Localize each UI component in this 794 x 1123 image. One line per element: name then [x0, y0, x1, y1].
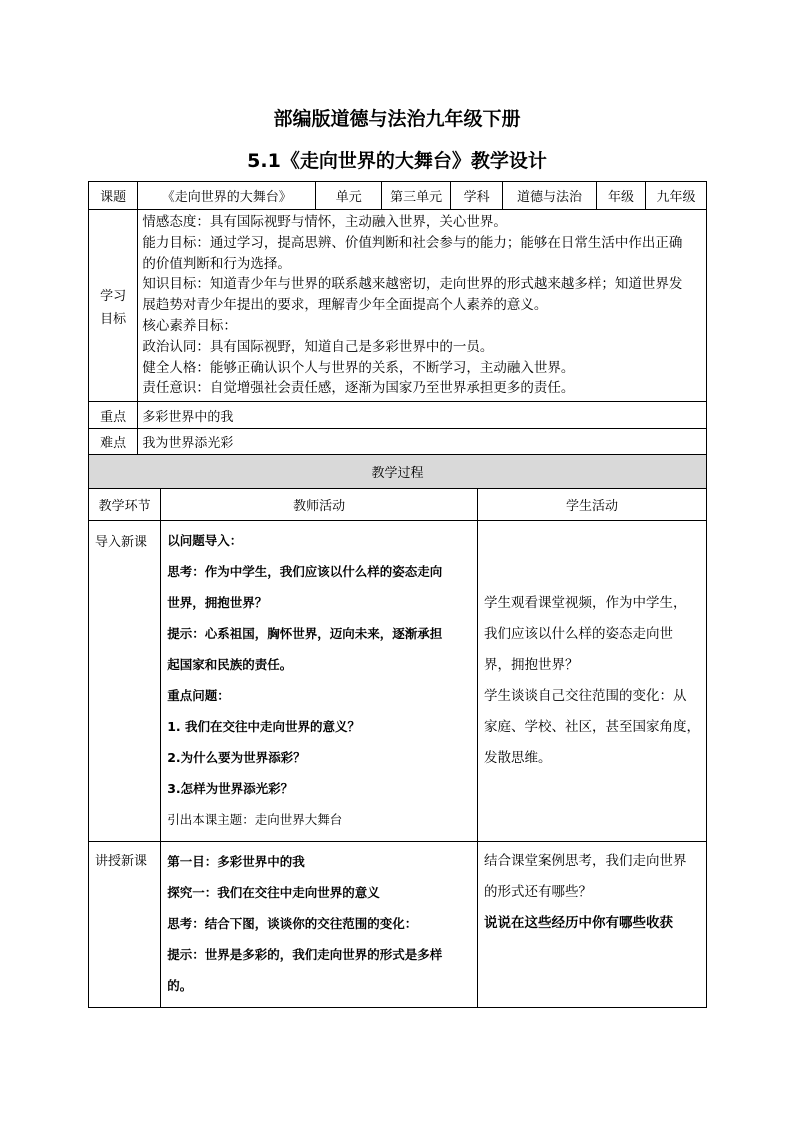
stage-intro: 导入新课 [89, 521, 161, 842]
grade-value: 九年级 [645, 182, 706, 210]
topic-label: 课题 [89, 182, 138, 210]
goal-line: 能力目标：通过学习，提高思辨、价值判断和社会参与的能力；能够在日常生活中作出正确 [142, 234, 683, 251]
teacher-line: 以问题导入： [167, 533, 243, 548]
teacher-activity-intro [161, 521, 478, 842]
teacher-line: 的。 [167, 978, 193, 993]
unit-value: 第三单元 [382, 182, 451, 210]
teacher-line: 探究一：我们在交往中走向世界的意义 [167, 885, 380, 900]
student-line: 学生观看课堂视频，作为中学生， [483, 595, 687, 611]
col-stage-header: 教学环节 [89, 489, 161, 521]
grade-label: 年级 [597, 182, 646, 210]
teacher-line: 世界，拥抱世界？ [167, 595, 268, 610]
teacher-line: 1. 我们在交往中走向世界的意义？ [167, 719, 361, 734]
goals-label [89, 210, 138, 402]
subject-label: 学科 [451, 182, 503, 210]
teacher-line: 提示：心系祖国，胸怀世界，迈向未来，逐渐承担 [167, 626, 443, 641]
student-line: 发散思维。 [483, 750, 552, 766]
student-line: 界，拥抱世界？ [483, 657, 579, 673]
col-teacher-header: 教师活动 [161, 489, 478, 521]
goal-line: 健全人格：能够正确认识个人与世界的关系，不断学习，主动融入世界。 [142, 359, 575, 376]
teacher-line: 引出本课主题：走向世界大舞台 [167, 812, 343, 827]
goal-line: 情感态度：具有国际视野与情怀，主动融入世界，关心世界。 [142, 214, 507, 230]
student-line: 的形式还有哪些？ [483, 884, 592, 900]
teacher-line: 思考：作为中学生，我们应该以什么样的姿态走向 [167, 564, 443, 579]
col-student-header: 学生活动 [477, 489, 706, 521]
key-point-value: 多彩世界中的我 [138, 402, 707, 429]
learning-goals [138, 210, 707, 402]
process-title: 教学过程 [89, 455, 707, 489]
difficulty-value: 我为世界添光彩 [138, 429, 707, 455]
student-line: 说说在这些经历中你有哪些收获 [483, 915, 673, 931]
goal-line: 的价值判断和行为选择。 [142, 255, 291, 272]
teacher-line: 思考：结合下图，谈谈你的交往范围的变化： [167, 916, 418, 931]
goals-label-line1: 学习 [100, 288, 127, 304]
goal-line: 政治认同：具有国际视野，知道自己是多彩世界中的一员。 [142, 338, 494, 355]
goal-line: 责任意识：自觉增强社会责任感，逐渐为国家乃至世界承担更多的责任。 [142, 380, 575, 397]
teacher-line: 重点问题： [167, 688, 230, 703]
student-activity-new [477, 842, 706, 1008]
student-line: 我们应该以什么样的姿态走向世 [483, 626, 673, 642]
unit-label: 单元 [316, 182, 382, 210]
difficulty-label: 难点 [89, 429, 138, 455]
teacher-line: 提示：世界是多彩的，我们走向世界的形式是多样 [167, 947, 443, 962]
goals-label-line2: 目标 [100, 311, 127, 327]
key-point-label: 重点 [89, 402, 138, 429]
info-table [88, 181, 707, 455]
topic-value: 《走向世界的大舞台》 [138, 182, 316, 210]
student-line: 家庭、学校、社区，甚至国家角度， [483, 719, 700, 735]
student-line: 学生谈谈自己交往范围的变化：从 [483, 688, 687, 704]
subject-value: 道德与法治 [503, 182, 597, 210]
teacher-activity-new [161, 842, 478, 1008]
process-table [88, 454, 707, 1008]
student-line: 结合课堂案例思考，我们走向世界 [483, 853, 687, 869]
teacher-line: 起国家和民族的责任。 [167, 657, 293, 672]
goal-line: 展趋势对青少年提出的要求，理解青少年全面提高个人素养的意义。 [142, 297, 548, 314]
teacher-line: 第一目：多彩世界中的我 [167, 854, 305, 869]
document-title: 部编版道德与法治九年级下册 [273, 108, 521, 130]
student-activity-intro [477, 521, 706, 842]
goal-line: 知识目标：知道青少年与世界的联系越来越密切，走向世界的形式越来越多样；知道世界发 [142, 276, 683, 293]
teacher-line: 3.怎样为世界添光彩？ [167, 781, 294, 796]
stage-new-lesson: 讲授新课 [89, 842, 161, 1008]
goal-line: 核心素养目标： [142, 317, 237, 334]
teacher-line: 2.为什么要为世界添彩？ [167, 750, 306, 765]
lesson-title: 5.1《走向世界的大舞台》教学设计 [247, 150, 547, 172]
